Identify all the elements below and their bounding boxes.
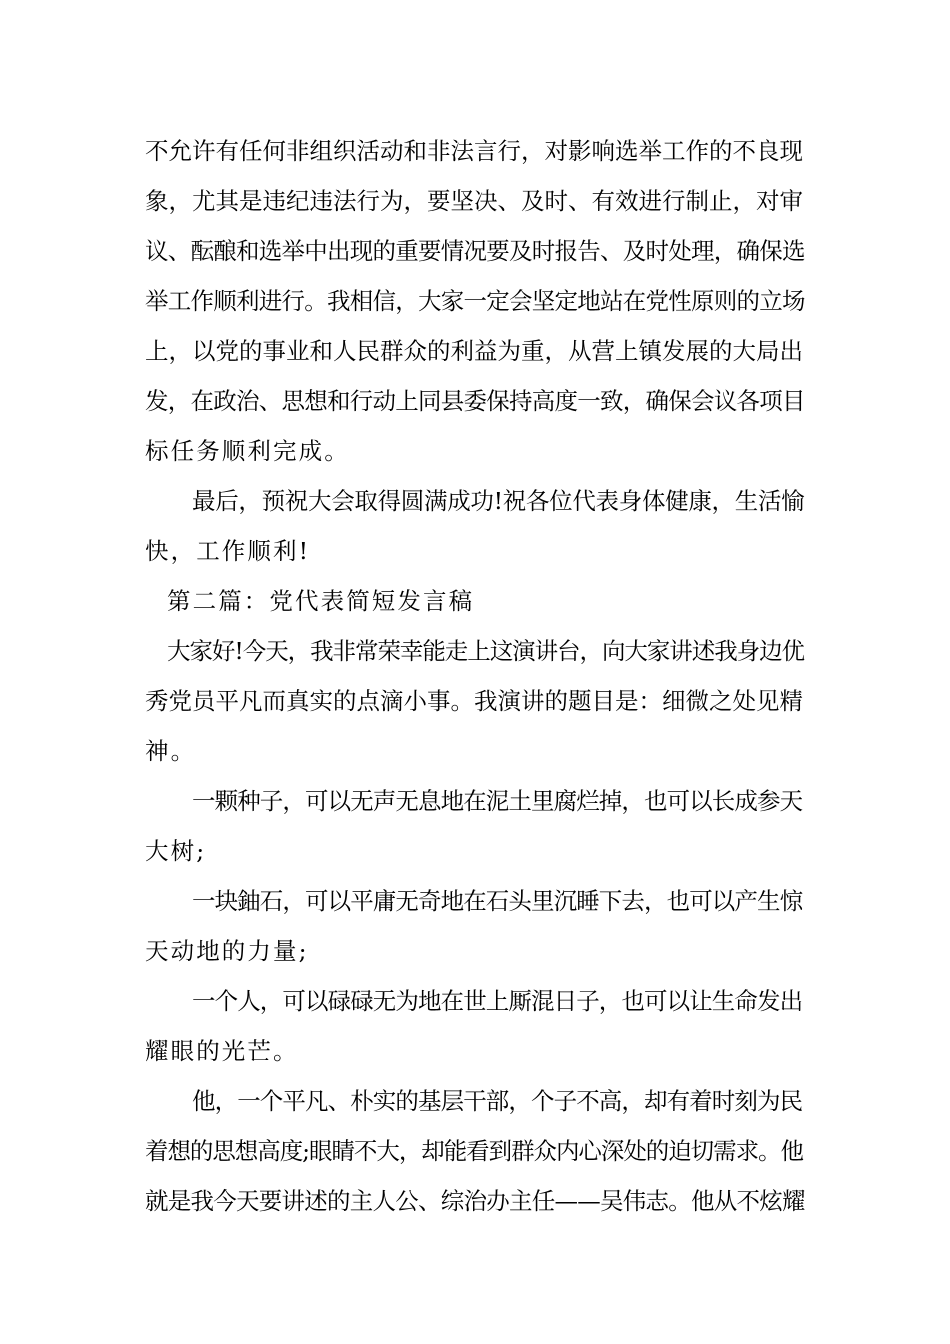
text-line: 他，一个平凡、朴实的基层干部，个子不高，却有着时刻为民: [192, 1087, 803, 1115]
text-line: 着想的思想高度;眼睛不大，却能看到群众内心深处的迫切需求。他: [145, 1137, 803, 1165]
text-line: 神。: [145, 737, 197, 765]
text-line: 快，工作顺利!: [145, 537, 311, 565]
text-line: 最后，预祝大会取得圆满成功!祝各位代表身体健康，生活愉: [192, 487, 805, 515]
text-line: 一个人，可以碌碌无为地在世上厮混日子，也可以让生命发出: [192, 987, 803, 1015]
text-line: 一颗种子，可以无声无息地在泥土里腐烂掉，也可以长成参天: [192, 787, 803, 815]
text-line: 发，在政治、思想和行动上同县委保持高度一致，确保会议各项目: [145, 387, 805, 415]
text-line: 一块鈾石，可以平庸无奇地在石头里沉睡下去，也可以产生惊: [192, 887, 803, 915]
text-line: 上，以党的事业和人民群众的利益为重，从营上镇发展的大局出: [145, 337, 803, 365]
text-line: 大家好!今天，我非常荣幸能走上这演讲台，向大家讲述我身边优: [167, 637, 804, 665]
text-line: 象，尤其是违纪违法行为，要坚决、及时、有效进行制止，对审: [145, 187, 803, 215]
text-line: 不允许有任何非组织活动和非法言行，对影响选举工作的不良现: [145, 137, 803, 165]
text-line: 秀党员平凡而真实的点滴小事。我演讲的题目是：细微之处见精: [145, 687, 803, 715]
text-line: 天动地的力量;: [145, 937, 309, 965]
text-line: 大树;: [145, 837, 207, 865]
section-heading: 第二篇：党代表简短发言稿: [167, 587, 475, 615]
text-line: 举工作顺利进行。我相信，大家一定会坚定地站在党性原则的立场: [145, 287, 805, 315]
text-line: 标任务顺利完成。: [145, 437, 350, 465]
text-line: 议、酝酿和选举中出现的重要情况要及时报告、及时处理，确保选: [145, 237, 805, 265]
text-line: 耀眼的光芒。: [145, 1037, 299, 1065]
text-line: 就是我今天要讲述的主人公、综治办主任——吴伟志。他从不炫耀: [145, 1187, 805, 1215]
